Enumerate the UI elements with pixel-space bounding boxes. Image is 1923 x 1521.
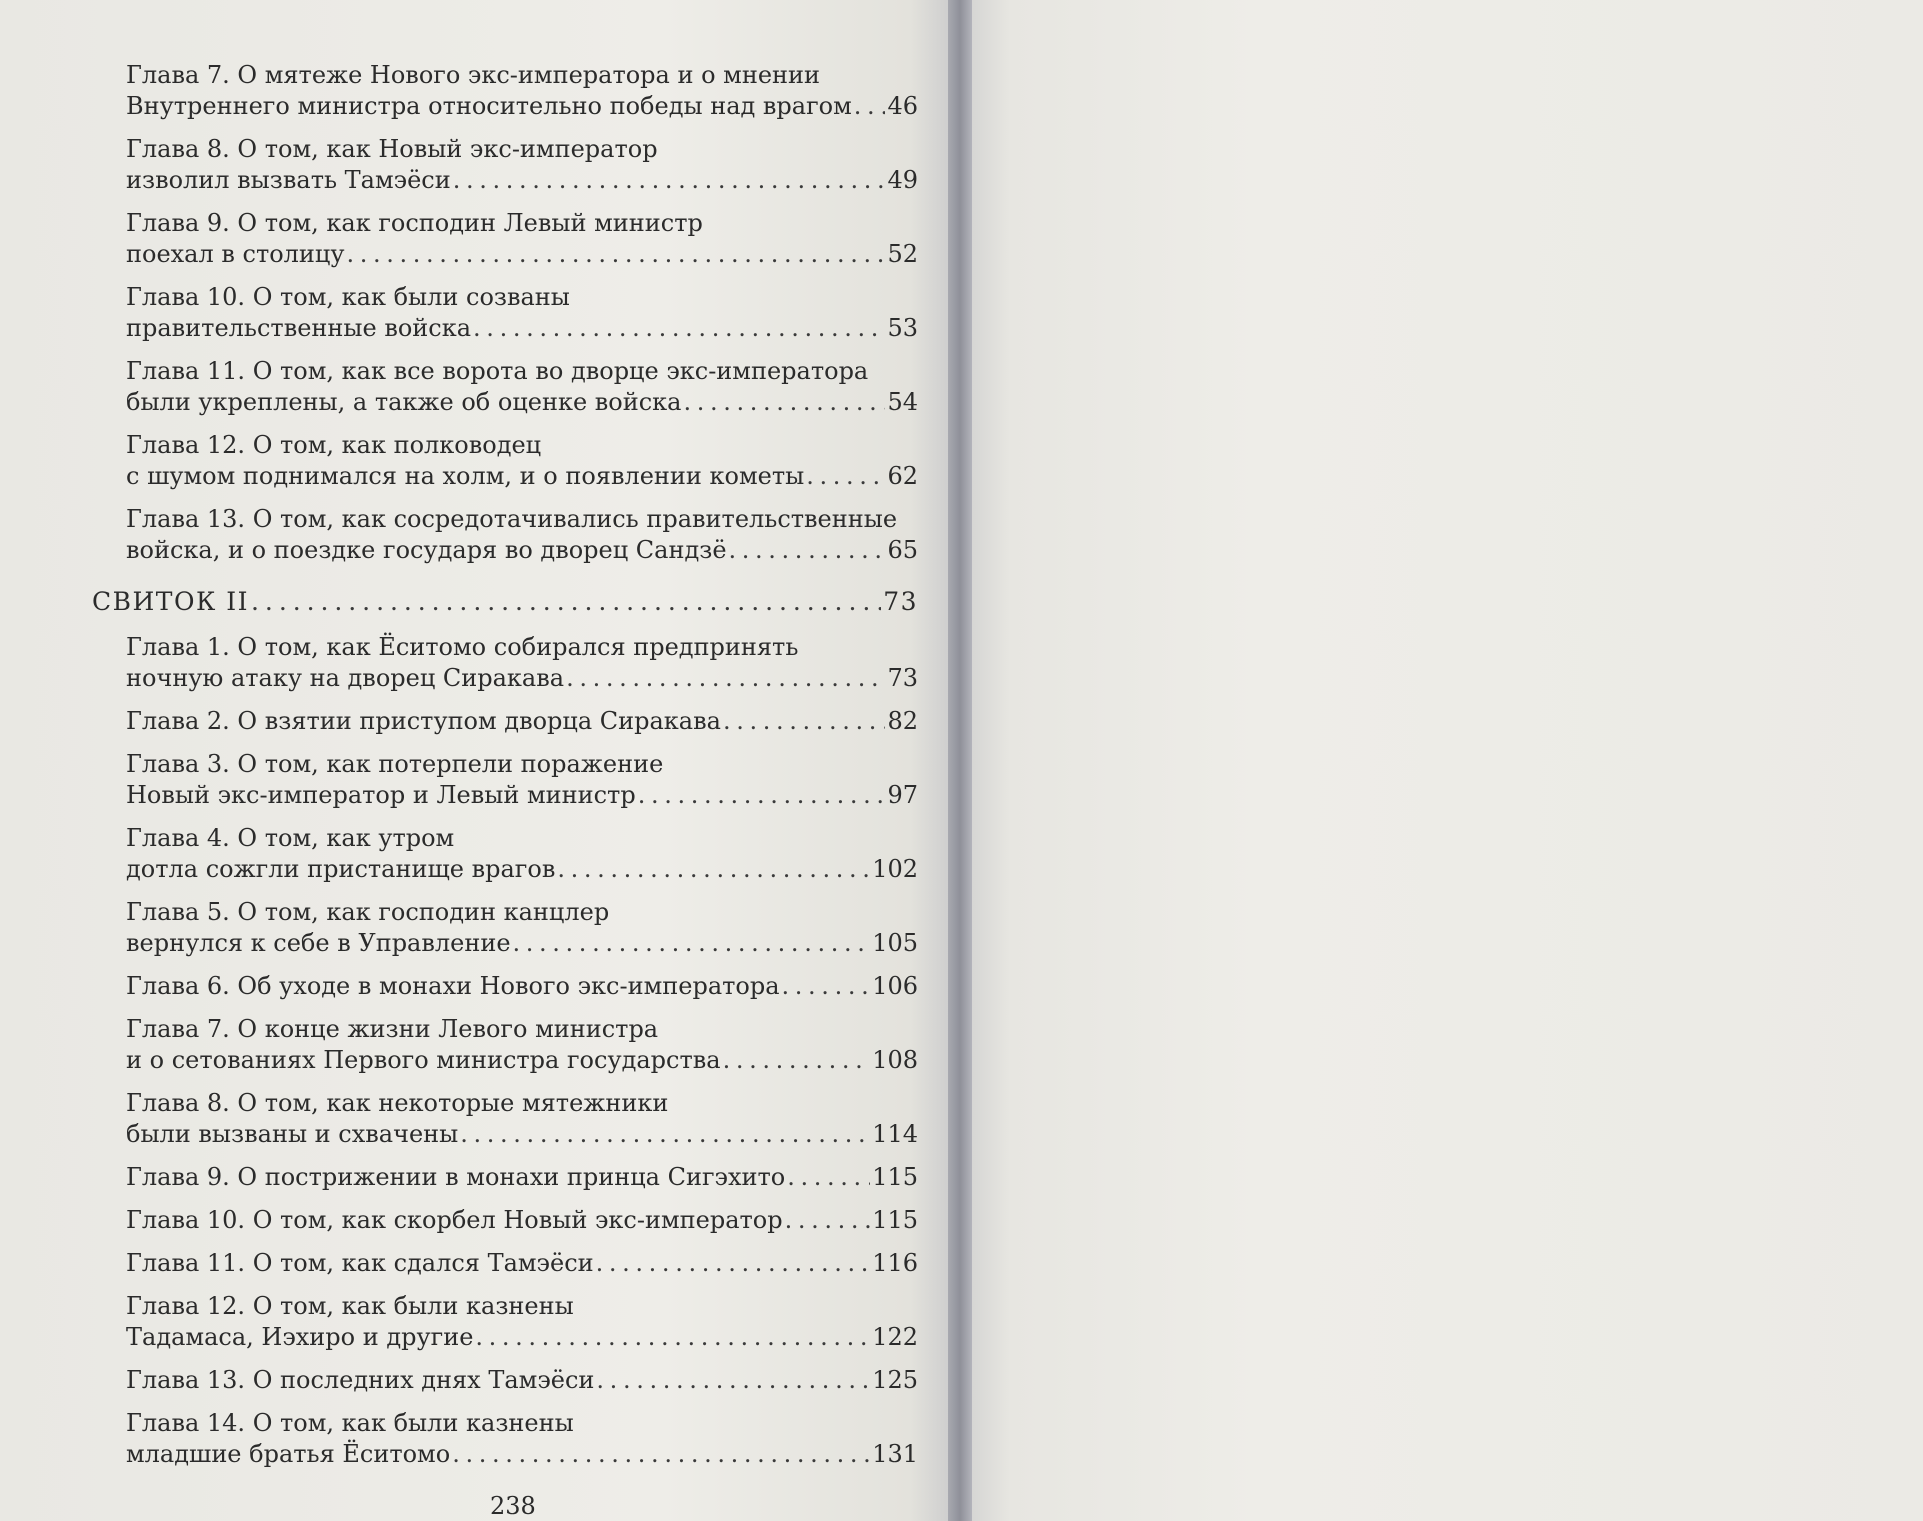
leader-dots xyxy=(723,706,886,737)
entry-row xyxy=(126,461,918,492)
entry-title-line: Глава 7. О мятеже Нового экс-императора и о мнении xyxy=(126,61,821,89)
entry-page-number: 46 xyxy=(887,92,918,120)
entry-title-line: Глава 12. О том, как были казнены xyxy=(126,1292,574,1320)
entry-row xyxy=(126,1205,918,1236)
scroll2-entries xyxy=(92,632,918,1470)
entry-page-number: 54 xyxy=(887,388,918,416)
leader-dots xyxy=(475,1322,870,1353)
toc-entry xyxy=(126,1291,918,1353)
entry-title-line: и о сетованиях Первого министра государства xyxy=(126,1046,721,1074)
entry-row xyxy=(126,1365,918,1396)
toc-entry xyxy=(126,134,918,196)
entry-row xyxy=(126,387,918,418)
entry-page-number: 114 xyxy=(872,1120,918,1148)
entry-title-line: Глава 10. О том, как скорбел Новый экс-император xyxy=(126,1206,783,1234)
entry-title-line: Глава 9. О пострижении в монахи принца Сигэхито xyxy=(126,1163,786,1191)
toc-entry xyxy=(126,1248,918,1279)
left-page xyxy=(0,0,948,1521)
toc-entry xyxy=(126,430,918,492)
entry-title-line: с шумом поднимался на холм, и о появлении кометы xyxy=(126,462,805,490)
toc-entry xyxy=(126,282,918,344)
leader-dots xyxy=(729,535,886,566)
entry-title-line: Глава 2. О взятии приступом дворца Сиракава xyxy=(126,707,721,735)
entry-page-number: 115 xyxy=(872,1206,918,1234)
leader-dots xyxy=(566,663,885,694)
entry-page-number: 131 xyxy=(872,1440,918,1468)
entry-title-line: Глава 8. О том, как некоторые мятежники xyxy=(126,1089,669,1117)
toc-entry xyxy=(126,1162,918,1193)
entry-page-number: 108 xyxy=(872,1046,918,1074)
entry-page-number: 102 xyxy=(872,855,918,883)
leader-dots xyxy=(460,1119,870,1150)
toc-entry xyxy=(126,1365,918,1396)
entry-row xyxy=(126,1439,918,1470)
entry-page-number: 125 xyxy=(872,1366,918,1394)
leader-dots xyxy=(596,1248,871,1279)
leader-dots xyxy=(346,239,885,270)
leader-dots xyxy=(684,387,886,418)
entry-row xyxy=(126,928,918,959)
entry-title-line: Глава 5. О том, как господин канцлер xyxy=(126,898,610,926)
entry-row xyxy=(126,91,918,122)
leader-dots xyxy=(806,461,885,492)
entry-title-line: Глава 9. О том, как господин Левый министр xyxy=(126,209,703,237)
entry-page-number: 105 xyxy=(872,929,918,957)
leader-dots xyxy=(723,1045,871,1076)
leader-dots xyxy=(782,971,871,1002)
entry-title-line: Глава 11. О том, как сдался Тамэёси xyxy=(126,1249,594,1277)
entry-row xyxy=(126,1162,918,1193)
page-number: 238 xyxy=(490,1492,536,1520)
scroll1-entries xyxy=(92,60,918,566)
entry-title-line: вернулся к себе в Управление xyxy=(126,929,511,957)
entry-title-line: изволил вызвать Тамэёси xyxy=(126,166,451,194)
leader-dots xyxy=(787,1162,870,1193)
leader-dots xyxy=(251,584,881,620)
entry-title-line: Глава 13. О том, как сосредотачивались правительственные xyxy=(126,505,898,533)
entry-title-line: правительственные войска xyxy=(126,314,472,342)
entry-page-number: 49 xyxy=(887,166,918,194)
entry-row xyxy=(126,1119,918,1150)
leader-dots xyxy=(513,928,871,959)
entry-title-line: Глава 3. О том, как потерпели поражение xyxy=(126,750,664,778)
entry-title-line: Глава 7. О конце жизни Левого министра xyxy=(126,1015,659,1043)
entry-page-number: 53 xyxy=(887,314,918,342)
entry-title-line: Глава 12. О том, как полководец xyxy=(126,431,542,459)
entry-row xyxy=(126,971,918,1002)
leader-dots xyxy=(638,780,886,811)
entry-row xyxy=(126,663,918,694)
scroll2-page: 73 xyxy=(883,587,918,616)
scroll2-heading xyxy=(92,584,918,620)
entry-page-number: 82 xyxy=(887,707,918,735)
toc-entry xyxy=(126,971,918,1002)
entry-title-line: войска, и о поездке государя во дворец Сандзё xyxy=(126,536,727,564)
leader-dots xyxy=(473,313,885,344)
leader-dots xyxy=(596,1365,870,1396)
leader-dots xyxy=(452,1439,870,1470)
entry-page-number: 115 xyxy=(872,1163,918,1191)
entry-title-line: были укреплены, а также об оценке войска xyxy=(126,388,682,416)
leader-dots xyxy=(785,1205,871,1236)
toc-entry xyxy=(126,208,918,270)
leader-dots xyxy=(453,165,886,196)
entry-row xyxy=(126,165,918,196)
entry-title-line: Глава 10. О том, как были созваны xyxy=(126,283,570,311)
toc-entry xyxy=(126,823,918,885)
toc-entry xyxy=(126,749,918,811)
entry-title-line: Глава 14. О том, как были казнены xyxy=(126,1409,574,1437)
toc-entry xyxy=(126,1408,918,1470)
entry-title-line: поехал в столицу xyxy=(126,240,345,268)
entry-page-number: 106 xyxy=(872,972,918,1000)
entry-title-line: Глава 8. О том, как Новый экс-император xyxy=(126,135,658,163)
entry-row xyxy=(126,313,918,344)
book-gutter xyxy=(948,0,972,1521)
entry-title-line: Глава 1. О том, как Ёситомо собирался предпринять xyxy=(126,633,799,661)
toc-entry xyxy=(126,356,918,418)
entry-title-line: Внутреннего министра относительно победы над врагом xyxy=(126,92,852,120)
entry-row xyxy=(126,1248,918,1279)
entry-page-number: 62 xyxy=(887,462,918,490)
entry-title-line: Новый экс-император и Левый министр xyxy=(126,781,636,809)
toc-left xyxy=(92,60,918,1482)
scroll2-title: СВИТОК II xyxy=(92,587,250,616)
entry-page-number: 52 xyxy=(887,240,918,268)
entry-page-number: 73 xyxy=(887,664,918,692)
entry-title-line: Тадамаса, Иэхиро и другие xyxy=(126,1323,474,1351)
entry-page-number: 97 xyxy=(887,781,918,809)
entry-row xyxy=(126,854,918,885)
entry-title-line: были вызваны и схвачены xyxy=(126,1120,459,1148)
toc-entry xyxy=(126,897,918,959)
entry-title-line: дотла сожгли пристанище врагов xyxy=(126,855,556,883)
toc-entry xyxy=(126,1088,918,1150)
entry-page-number: 122 xyxy=(872,1323,918,1351)
entry-row xyxy=(126,706,918,737)
entry-title-line: Глава 11. О том, как все ворота во дворце экс-императора xyxy=(126,357,869,385)
entry-row xyxy=(126,535,918,566)
entry-row xyxy=(126,1045,918,1076)
entry-title-line: младшие братья Ёситомо xyxy=(126,1440,451,1468)
entry-row xyxy=(126,239,918,270)
toc-entry xyxy=(126,1014,918,1076)
entry-title-line: Глава 13. О последних днях Тамэёси xyxy=(126,1366,595,1394)
leader-dots xyxy=(557,854,870,885)
toc-entry xyxy=(126,1205,918,1236)
entry-title-line: Глава 6. Об уходе в монахи Нового экс-императора xyxy=(126,972,780,1000)
toc-entry xyxy=(126,632,918,694)
entry-row xyxy=(126,780,918,811)
entry-page-number: 116 xyxy=(872,1249,918,1277)
entry-page-number: 65 xyxy=(887,536,918,564)
entry-row xyxy=(126,1322,918,1353)
toc-entry xyxy=(126,504,918,566)
right-page xyxy=(972,0,1923,1521)
toc-entry xyxy=(126,706,918,737)
leader-dots xyxy=(854,91,886,122)
toc-entry xyxy=(126,60,918,122)
entry-title-line: Глава 4. О том, как утром xyxy=(126,824,455,852)
entry-title-line: ночную атаку на дворец Сиракава xyxy=(126,664,565,692)
